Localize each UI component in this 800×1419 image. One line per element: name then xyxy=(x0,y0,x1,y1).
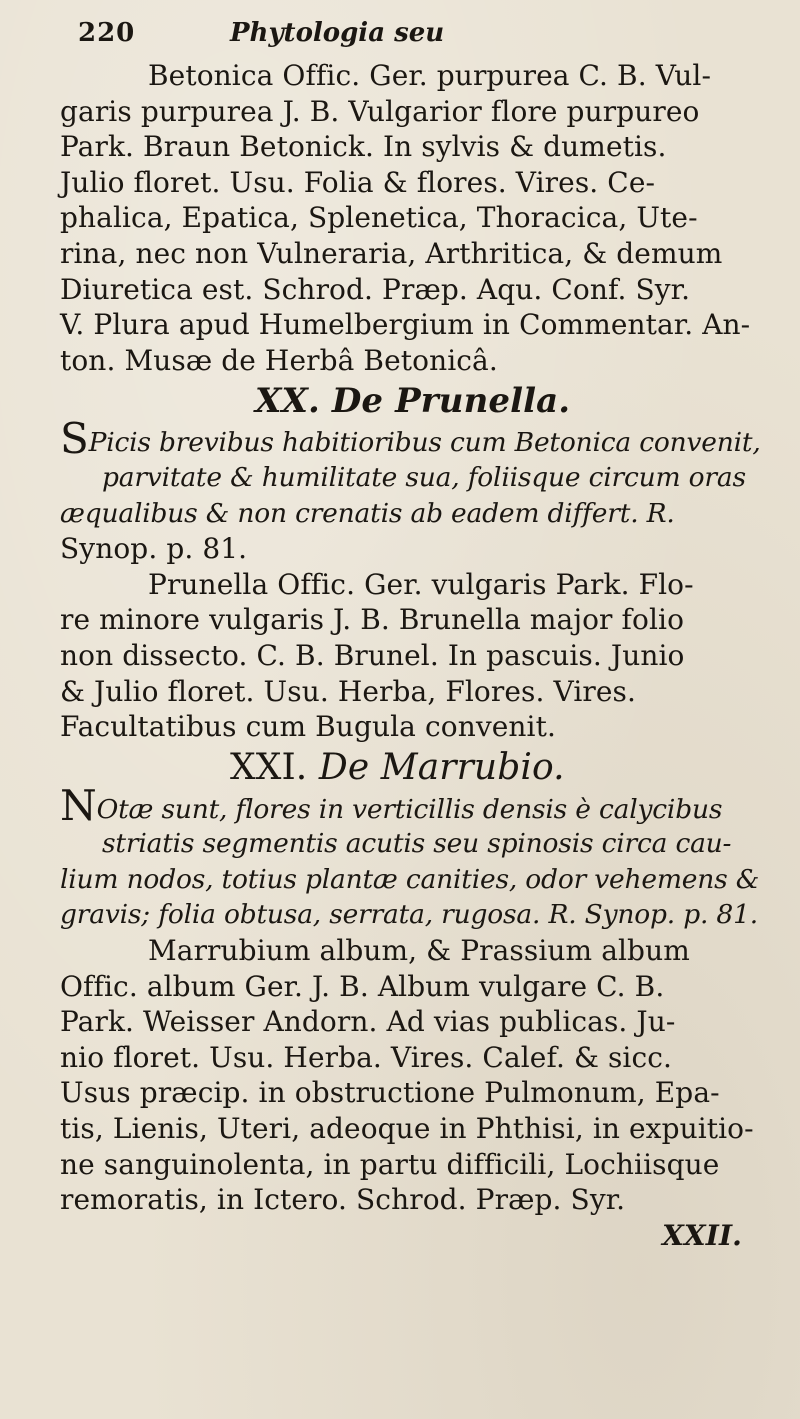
text-line: Marrubium album, & Prassium album xyxy=(148,934,690,968)
section-heading-prunella: XX. De Prunella. xyxy=(255,381,571,422)
text-line: Park. Braun Betonick. In sylvis & dumetis. xyxy=(60,130,667,164)
text-line: gravis; folia obtusa, serrata, rugosa. R. Synop. p. 81. xyxy=(60,899,758,931)
text-line: Park. Weisser Andorn. Ad vias publicas. Ju- xyxy=(60,1005,676,1039)
text-line: phalica, Epatica, Splenetica, Thoracica, Ute- xyxy=(60,201,698,235)
text-line: rina, nec non Vulneraria, Arthritica, & demum xyxy=(60,236,723,270)
prunella-entry xyxy=(60,567,790,745)
text-line: Usus præcip. in obstructione Pulmonum, Epa- xyxy=(60,1076,720,1110)
running-head: Phytologia seu xyxy=(230,18,445,48)
text-line: Diuretica est. Schrod. Præp. Aqu. Conf. Syr. xyxy=(60,272,691,306)
text-line: Synop. p. 81. xyxy=(60,532,248,566)
heading-numeral: XXI. xyxy=(230,746,308,788)
text-line: nio floret. Usu. Herba. Vires. Calef. & sicc. xyxy=(60,1040,673,1074)
text-block xyxy=(60,58,790,1253)
catchword: XXII. xyxy=(662,1218,742,1252)
section-heading-marrubium xyxy=(60,745,790,791)
heading-title: De Marrubio. xyxy=(318,746,565,788)
prunella-description xyxy=(60,414,790,566)
text-line: Offic. album Ger. J. B. Album vulgare C. B. xyxy=(60,969,665,1003)
text-line: Otæ sunt, flores in verticillis densis è calycibus xyxy=(96,793,723,825)
text-line: Picis brevibus habitioribus cum Betonica convenit, xyxy=(88,427,761,459)
text-line: parvitate & humilitate sua, foliisque circum oras xyxy=(102,461,746,493)
text-line: Prunella Offic. Ger. vulgaris Park. Flo- xyxy=(148,567,694,601)
text-line: garis purpurea J. B. Vulgarior flore purpureo xyxy=(60,94,700,128)
drop-cap: S xyxy=(60,414,89,464)
text-line: tis, Lienis, Uteri, adeoque in Phthisi, in expuitio- xyxy=(60,1112,754,1146)
text-line: non dissecto. C. B. Brunel. In pascuis. Junio xyxy=(60,638,685,672)
text-line: striatis segmentis acutis seu spinosis circa cau- xyxy=(102,828,732,860)
drop-cap: N xyxy=(60,780,97,830)
marrubium-entry xyxy=(60,933,790,1218)
text-line: æqualibus & non crenatis ab eadem differt. R. xyxy=(60,497,675,529)
page-number: 220 xyxy=(78,18,136,48)
text-line: re minore vulgaris J. B. Brunella major folio xyxy=(60,603,685,637)
text-line: ne sanguinolenta, in partu difficili, Lochiisque xyxy=(60,1147,720,1181)
text-line: Julio floret. Usu. Folia & flores. Vires. Ce- xyxy=(60,165,656,199)
page-header xyxy=(78,18,778,58)
text-line: & Julio floret. Usu. Herba, Flores. Vires. xyxy=(60,674,636,708)
text-line: ton. Musæ de Herbâ Betonicâ. xyxy=(60,343,498,377)
text-line: Facultatibus cum Bugula convenit. xyxy=(60,710,556,744)
text-line: lium nodos, totius plantæ canities, odor vehemens & xyxy=(60,863,760,895)
text-line: remoratis, in Ictero. Schrod. Præp. Syr. xyxy=(60,1183,626,1217)
text-line: Betonica Offic. Ger. purpurea C. B. Vul- xyxy=(148,59,712,92)
text-line: V. Plura apud Humelbergium in Commentar. An- xyxy=(60,308,751,342)
betonica-entry xyxy=(60,58,790,378)
marrubium-description xyxy=(60,780,790,933)
